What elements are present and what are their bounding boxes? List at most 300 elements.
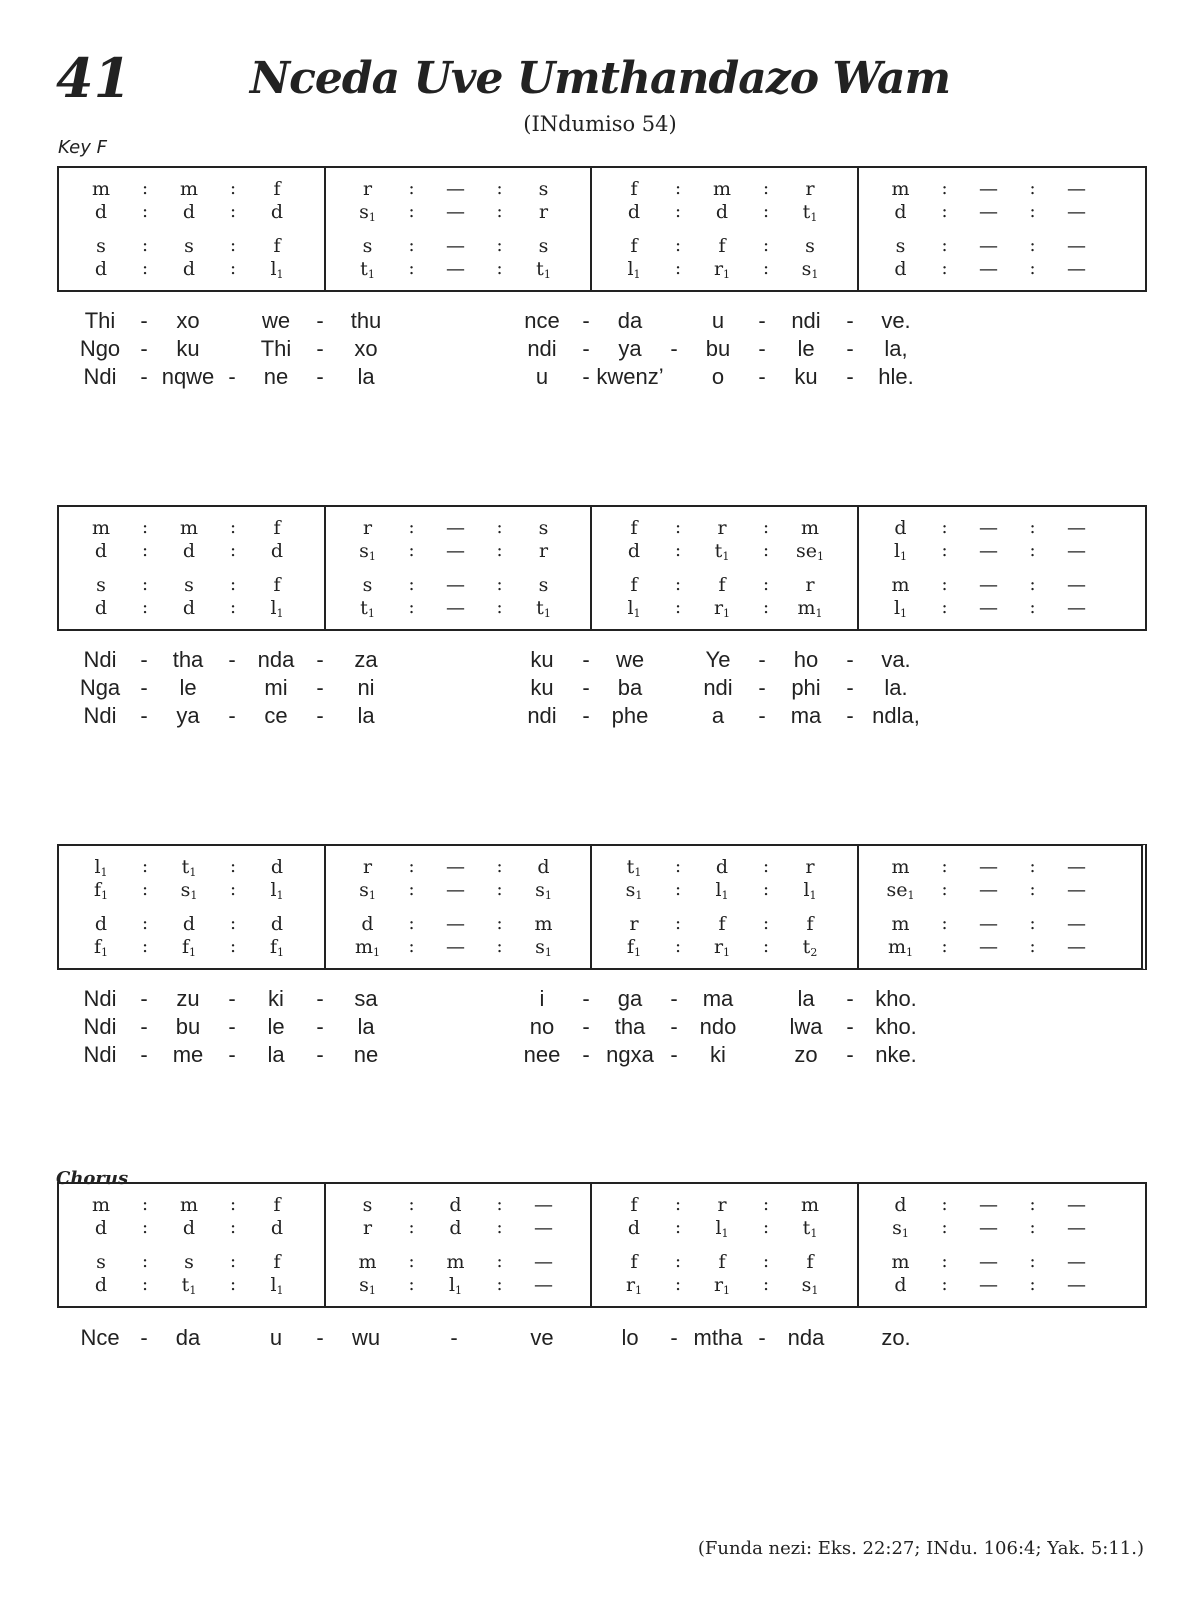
- solfa-note: —: [1067, 913, 1086, 935]
- solfa-note: —: [446, 178, 465, 200]
- syllable-hyphen: -: [316, 1014, 324, 1039]
- solfa-note: $s_1$: [535, 936, 552, 959]
- beat-colon: :: [229, 597, 237, 618]
- syllable-hyphen: -: [228, 647, 236, 672]
- solfa-note: m: [891, 574, 910, 596]
- measure: [59, 846, 326, 968]
- syllable-hyphen: -: [316, 703, 324, 728]
- solfa-note: —: [446, 597, 465, 619]
- lyric-syllable: ma: [790, 703, 822, 728]
- beat-colon: :: [496, 540, 503, 561]
- syllable-hyphen: -: [316, 647, 324, 672]
- lyric-syllable: Ndi: [83, 986, 117, 1011]
- solfa-note: —: [1067, 1217, 1086, 1239]
- beat-colon: :: [141, 235, 149, 256]
- solfa-note: —: [979, 517, 998, 539]
- beat-colon: :: [762, 178, 770, 199]
- solfa-note: —: [1067, 235, 1086, 257]
- beat-colon: :: [941, 517, 948, 538]
- solfa-note: s: [184, 1251, 194, 1273]
- solfa-note: —: [446, 517, 465, 539]
- syllable-hyphen: -: [846, 1042, 854, 1067]
- syllable-hyphen: -: [670, 1042, 678, 1067]
- lyric-line: [0, 1324, 1200, 1352]
- beat-colon: :: [762, 517, 770, 538]
- solfa-note: $l_1$: [270, 597, 284, 620]
- lyric-syllable: ya: [618, 336, 642, 361]
- lyric-syllable: le: [267, 1014, 285, 1039]
- syllable-hyphen: -: [228, 986, 236, 1011]
- lyric-line: [0, 702, 1200, 730]
- lyric-syllable: tha: [172, 647, 204, 672]
- beat-colon: :: [674, 1274, 682, 1295]
- solfa-note: —: [1067, 201, 1086, 223]
- solfa-note: —: [446, 574, 465, 596]
- lyric-syllable: nqwe: [161, 364, 215, 389]
- solfa-note: —: [1067, 1251, 1086, 1273]
- solfa-note: d: [715, 856, 729, 878]
- lyric-syllable: i: [539, 986, 545, 1011]
- solfa-note: —: [1067, 574, 1086, 596]
- solfa-note: —: [446, 235, 465, 257]
- beat-colon: :: [496, 936, 503, 957]
- lyric-syllable: la: [797, 986, 815, 1011]
- syllable-hyphen: -: [140, 1325, 148, 1350]
- solfa-note: $r_1$: [625, 1274, 643, 1297]
- syllable-hyphen: -: [140, 364, 148, 389]
- solfa-note: m: [91, 178, 111, 200]
- solfa-note: f: [630, 574, 638, 596]
- syllable-hyphen: -: [316, 308, 324, 333]
- solfa-note: f: [630, 1194, 638, 1216]
- solfa-note: —: [979, 574, 998, 596]
- solfa-note: r: [538, 201, 549, 223]
- solfa-note: $t_1$: [360, 597, 375, 620]
- solfa-note: s: [538, 235, 549, 257]
- solfa-note: d: [627, 540, 641, 562]
- solfa-note: s: [96, 574, 106, 596]
- solfa-note: r: [717, 517, 727, 539]
- syllable-hyphen: -: [846, 364, 854, 389]
- beat-colon: :: [941, 1251, 948, 1272]
- beat-colon: :: [408, 597, 415, 618]
- solfa-note: —: [1067, 517, 1086, 539]
- solfa-note: s: [362, 235, 373, 257]
- solfa-note: r: [362, 856, 373, 878]
- lyric-syllable: ndla,: [872, 703, 920, 728]
- solfa-note: $s_1$: [892, 1217, 909, 1240]
- beat-colon: :: [762, 1274, 770, 1295]
- beat-colon: :: [1029, 1251, 1036, 1272]
- solfa-note: m: [91, 1194, 111, 1216]
- lyric-syllable: ya: [176, 703, 200, 728]
- solfa-note: s: [96, 1251, 106, 1273]
- syllable-hyphen: -: [316, 1042, 324, 1067]
- lyric-syllable: u: [711, 308, 725, 333]
- solfa-note: d: [182, 201, 196, 223]
- beat-colon: :: [141, 1194, 149, 1215]
- solfa-note: m: [179, 517, 199, 539]
- measure: [859, 1184, 1109, 1306]
- lyric-syllable: ku: [794, 364, 818, 389]
- syllable-hyphen: -: [846, 1014, 854, 1039]
- solfa-note: m: [358, 1251, 377, 1273]
- syllable-hyphen: -: [582, 1014, 590, 1039]
- solfa-note: d: [270, 913, 284, 935]
- lyric-syllable: Ngo: [79, 336, 121, 361]
- solfa-note: s: [184, 574, 194, 596]
- solfa-note: $f_1$: [93, 879, 109, 902]
- beat-colon: :: [674, 1194, 682, 1215]
- solfa-note: f: [630, 1251, 638, 1273]
- beat-colon: :: [141, 574, 149, 595]
- solfa-note: r: [629, 913, 639, 935]
- solfa-note: $t_1$: [626, 856, 642, 879]
- beat-colon: :: [408, 1251, 415, 1272]
- scripture-reference: (Funda nezi: Eks. 22:27; INdu. 106:4; Yak. 5:11.): [697, 1538, 1144, 1559]
- lyric-syllable: la: [357, 364, 375, 389]
- beat-colon: :: [1029, 856, 1036, 877]
- lyric-syllable: we: [615, 647, 645, 672]
- lyric-syllable: ki: [268, 986, 284, 1011]
- chorus-label: Chorus: [56, 1168, 129, 1189]
- solfa-note: d: [270, 1217, 284, 1239]
- beat-colon: :: [496, 913, 503, 934]
- solfa-note: s: [538, 574, 549, 596]
- solfa-note: $f_1$: [181, 936, 197, 959]
- beat-colon: :: [674, 1217, 682, 1238]
- solfa-note: s: [895, 235, 906, 257]
- beat-colon: :: [1029, 258, 1036, 279]
- solfa-note: —: [979, 540, 998, 562]
- beat-colon: :: [1029, 235, 1036, 256]
- beat-colon: :: [941, 540, 948, 561]
- solfa-note: $m_1$: [797, 597, 823, 620]
- solfa-note: d: [94, 1274, 108, 1296]
- solfa-note: s: [805, 235, 815, 257]
- solfa-note: $l_1$: [893, 597, 908, 620]
- lyric-syllable: ga: [617, 986, 643, 1011]
- beat-colon: :: [674, 258, 682, 279]
- solfa-note: $m_1$: [887, 936, 914, 959]
- beat-colon: :: [141, 178, 149, 199]
- beat-colon: :: [941, 574, 948, 595]
- solfa-note: f: [273, 574, 281, 596]
- beat-colon: :: [229, 540, 237, 561]
- measure: [59, 168, 326, 290]
- beat-colon: :: [229, 879, 237, 900]
- solfa-note: d: [894, 1194, 907, 1216]
- beat-colon: :: [941, 178, 948, 199]
- lyric-syllable: le: [797, 336, 815, 361]
- lyric-syllable: bu: [175, 1014, 201, 1039]
- lyric-syllable: kho.: [875, 986, 917, 1011]
- measure: [326, 168, 593, 290]
- solfa-note: —: [446, 879, 465, 901]
- lyric-syllable: ni: [357, 675, 375, 700]
- lyric-syllable: u: [535, 364, 549, 389]
- syllable-hyphen: -: [670, 336, 678, 361]
- solfa-note: $f_1$: [626, 936, 642, 959]
- solfa-note: $l_1$: [270, 258, 284, 281]
- lyric-syllable: zu: [176, 986, 200, 1011]
- beat-colon: :: [496, 1217, 503, 1238]
- lyric-syllable: we: [261, 308, 291, 333]
- solfa-note: $s_1$: [359, 1274, 376, 1297]
- lyric-syllable: phi: [791, 675, 821, 700]
- syllable-hyphen: -: [140, 647, 148, 672]
- solfa-note: d: [94, 597, 108, 619]
- lyric-syllable: la: [267, 1042, 285, 1067]
- beat-colon: :: [141, 540, 149, 561]
- syllable-hyphen: -: [670, 1014, 678, 1039]
- beat-colon: :: [762, 201, 770, 222]
- lyric-syllable: xo: [176, 308, 200, 333]
- syllable-hyphen: -: [846, 703, 854, 728]
- solfa-note: m: [534, 913, 553, 935]
- solfa-note: r: [805, 856, 815, 878]
- lyric-syllable: ve: [530, 1325, 554, 1350]
- beat-colon: :: [496, 258, 503, 279]
- syllable-hyphen: -: [758, 647, 766, 672]
- solfa-note: r: [717, 1194, 727, 1216]
- lyric-syllable: Thi: [260, 336, 292, 361]
- solfa-note: m: [891, 913, 910, 935]
- solfa-note: d: [894, 201, 907, 223]
- beat-colon: :: [408, 1194, 415, 1215]
- lyric-syllable: Ndi: [83, 703, 117, 728]
- lyric-syllable: phe: [611, 703, 649, 728]
- beat-colon: :: [229, 856, 237, 877]
- beat-colon: :: [141, 913, 149, 934]
- beat-colon: :: [408, 517, 415, 538]
- beat-colon: :: [674, 1251, 682, 1272]
- solfa-note: —: [979, 1194, 998, 1216]
- syllable-hyphen: -: [758, 308, 766, 333]
- syllable-hyphen: -: [582, 986, 590, 1011]
- solfa-note: f: [718, 1251, 726, 1273]
- beat-colon: :: [762, 856, 770, 877]
- lyric-syllable: nda: [257, 647, 295, 672]
- solfa-note: $s_1$: [535, 879, 552, 902]
- measure: [859, 846, 1109, 968]
- solfa-note: $s_1$: [180, 879, 198, 902]
- beat-colon: :: [762, 574, 770, 595]
- beat-colon: :: [408, 1274, 415, 1295]
- beat-colon: :: [496, 235, 503, 256]
- beat-colon: :: [496, 1251, 503, 1272]
- solfa-note: d: [94, 913, 108, 935]
- beat-colon: :: [141, 201, 149, 222]
- solfa-note: f: [273, 517, 281, 539]
- solfa-note: d: [182, 913, 196, 935]
- solfa-note: $s_1$: [801, 258, 819, 281]
- solfa-note: d: [270, 856, 284, 878]
- syllable-hyphen: -: [140, 675, 148, 700]
- solfa-note: f: [273, 1251, 281, 1273]
- solfa-note: m: [800, 517, 820, 539]
- beat-colon: :: [1029, 936, 1036, 957]
- measure: [326, 507, 593, 629]
- score-system-3: [57, 844, 1147, 970]
- solfa-note: $l_1$: [893, 540, 908, 563]
- lyric-syllable: ba: [617, 675, 643, 700]
- beat-colon: :: [141, 1274, 149, 1295]
- solfa-note: $l_1$: [627, 597, 641, 620]
- beat-colon: :: [408, 1217, 415, 1238]
- solfa-note: s: [538, 517, 549, 539]
- hymn-number: 41: [56, 46, 132, 110]
- lyric-syllable: mtha: [693, 1325, 743, 1350]
- solfa-note: $l_1$: [715, 1217, 729, 1240]
- beat-colon: :: [674, 879, 682, 900]
- measure: [592, 168, 859, 290]
- solfa-note: d: [627, 1217, 641, 1239]
- solfa-note: d: [182, 258, 196, 280]
- beat-colon: :: [762, 540, 770, 561]
- syllable-hyphen: -: [140, 336, 148, 361]
- beat-colon: :: [674, 235, 682, 256]
- beat-colon: :: [1029, 178, 1036, 199]
- solfa-note: r: [805, 178, 815, 200]
- beat-colon: :: [229, 936, 237, 957]
- lyric-syllable: ku: [176, 336, 200, 361]
- solfa-note: d: [894, 258, 907, 280]
- hymn-subtitle: (INdumiso 54): [523, 112, 677, 136]
- syllable-hyphen: -: [140, 986, 148, 1011]
- solfa-note: r: [362, 1217, 373, 1239]
- beat-colon: :: [496, 597, 503, 618]
- beat-colon: :: [674, 574, 682, 595]
- solfa-note: d: [361, 913, 374, 935]
- beat-colon: :: [762, 235, 770, 256]
- syllable-hyphen: -: [582, 1042, 590, 1067]
- lyric-syllable: nee: [523, 1042, 561, 1067]
- beat-colon: :: [1029, 540, 1036, 561]
- solfa-note: d: [270, 540, 284, 562]
- syllable-hyphen: -: [846, 336, 854, 361]
- solfa-note: —: [979, 856, 998, 878]
- lyric-line: [0, 646, 1200, 674]
- lyric-syllable: la: [357, 1014, 375, 1039]
- score-system-4: [57, 1182, 1147, 1308]
- solfa-note: —: [446, 201, 465, 223]
- solfa-note: —: [1067, 597, 1086, 619]
- lyric-syllable: ku: [530, 647, 554, 672]
- syllable-hyphen: -: [582, 364, 590, 389]
- solfa-note: —: [534, 1251, 553, 1273]
- beat-colon: :: [1029, 597, 1036, 618]
- lyric-syllable: zo: [794, 1042, 818, 1067]
- solfa-note: $l_1$: [448, 1274, 463, 1297]
- beat-colon: :: [229, 517, 237, 538]
- beat-colon: :: [762, 879, 770, 900]
- lyric-syllable: ki: [710, 1042, 726, 1067]
- beat-colon: :: [674, 517, 682, 538]
- beat-colon: :: [1029, 1217, 1036, 1238]
- solfa-note: d: [537, 856, 550, 878]
- solfa-note: $s_1$: [359, 540, 376, 563]
- solfa-note: f: [718, 574, 726, 596]
- solfa-note: $se_1$: [796, 540, 824, 563]
- solfa-note: $l_1$: [803, 879, 817, 902]
- solfa-note: d: [449, 1194, 462, 1216]
- beat-colon: :: [408, 879, 415, 900]
- solfa-note: —: [446, 856, 465, 878]
- solfa-note: —: [534, 1274, 553, 1296]
- solfa-note: f: [630, 517, 638, 539]
- beat-colon: :: [1029, 913, 1036, 934]
- solfa-note: s: [184, 235, 194, 257]
- beat-colon: :: [229, 1274, 237, 1295]
- lyric-syllable: da: [617, 308, 643, 333]
- solfa-note: $t_1$: [536, 258, 551, 281]
- lyric-syllable: thu: [350, 308, 382, 333]
- beat-colon: :: [941, 879, 948, 900]
- beat-colon: :: [141, 1217, 149, 1238]
- solfa-note: f: [273, 178, 281, 200]
- beat-colon: :: [141, 597, 149, 618]
- solfa-note: m: [891, 178, 910, 200]
- lyric-syllable: va.: [881, 647, 911, 672]
- solfa-note: d: [94, 1217, 108, 1239]
- beat-colon: :: [496, 574, 503, 595]
- beat-colon: :: [762, 597, 770, 618]
- solfa-note: $l_1$: [627, 258, 641, 281]
- syllable-hyphen: -: [228, 364, 236, 389]
- solfa-note: $se_1$: [886, 879, 915, 902]
- beat-colon: :: [229, 201, 237, 222]
- solfa-note: $t_1$: [714, 540, 730, 563]
- beat-colon: :: [496, 856, 503, 877]
- lyric-syllable: za: [354, 647, 378, 672]
- beat-colon: :: [229, 1217, 237, 1238]
- beat-colon: :: [1029, 574, 1036, 595]
- beat-colon: :: [1029, 1274, 1036, 1295]
- solfa-note: r: [362, 178, 373, 200]
- solfa-note: $t_2$: [802, 936, 818, 959]
- solfa-note: d: [894, 1274, 907, 1296]
- beat-colon: :: [141, 1251, 149, 1272]
- solfa-note: m: [179, 178, 199, 200]
- beat-colon: :: [408, 201, 415, 222]
- lyric-syllable: la.: [884, 675, 908, 700]
- solfa-note: m: [712, 178, 732, 200]
- beat-colon: :: [762, 1194, 770, 1215]
- beat-colon: :: [674, 201, 682, 222]
- beat-colon: :: [408, 574, 415, 595]
- syllable-hyphen: -: [846, 308, 854, 333]
- solfa-note: —: [1067, 1274, 1086, 1296]
- solfa-note: —: [1067, 879, 1086, 901]
- beat-colon: :: [762, 1251, 770, 1272]
- beat-colon: :: [762, 258, 770, 279]
- beat-colon: :: [1029, 1194, 1036, 1215]
- lyric-syllable: la: [357, 703, 375, 728]
- lyric-line: [0, 674, 1200, 702]
- solfa-note: d: [182, 540, 196, 562]
- solfa-note: d: [94, 201, 108, 223]
- solfa-note: —: [979, 235, 998, 257]
- syllable-hyphen: -: [140, 1014, 148, 1039]
- measure: [326, 846, 593, 968]
- lyric-syllable: zo.: [881, 1325, 911, 1350]
- lyric-syllable: tha: [614, 1014, 646, 1039]
- solfa-note: $s_1$: [801, 1274, 819, 1297]
- syllable-hyphen: -: [316, 364, 324, 389]
- lyric-line: [0, 363, 1200, 391]
- solfa-note: f: [806, 913, 814, 935]
